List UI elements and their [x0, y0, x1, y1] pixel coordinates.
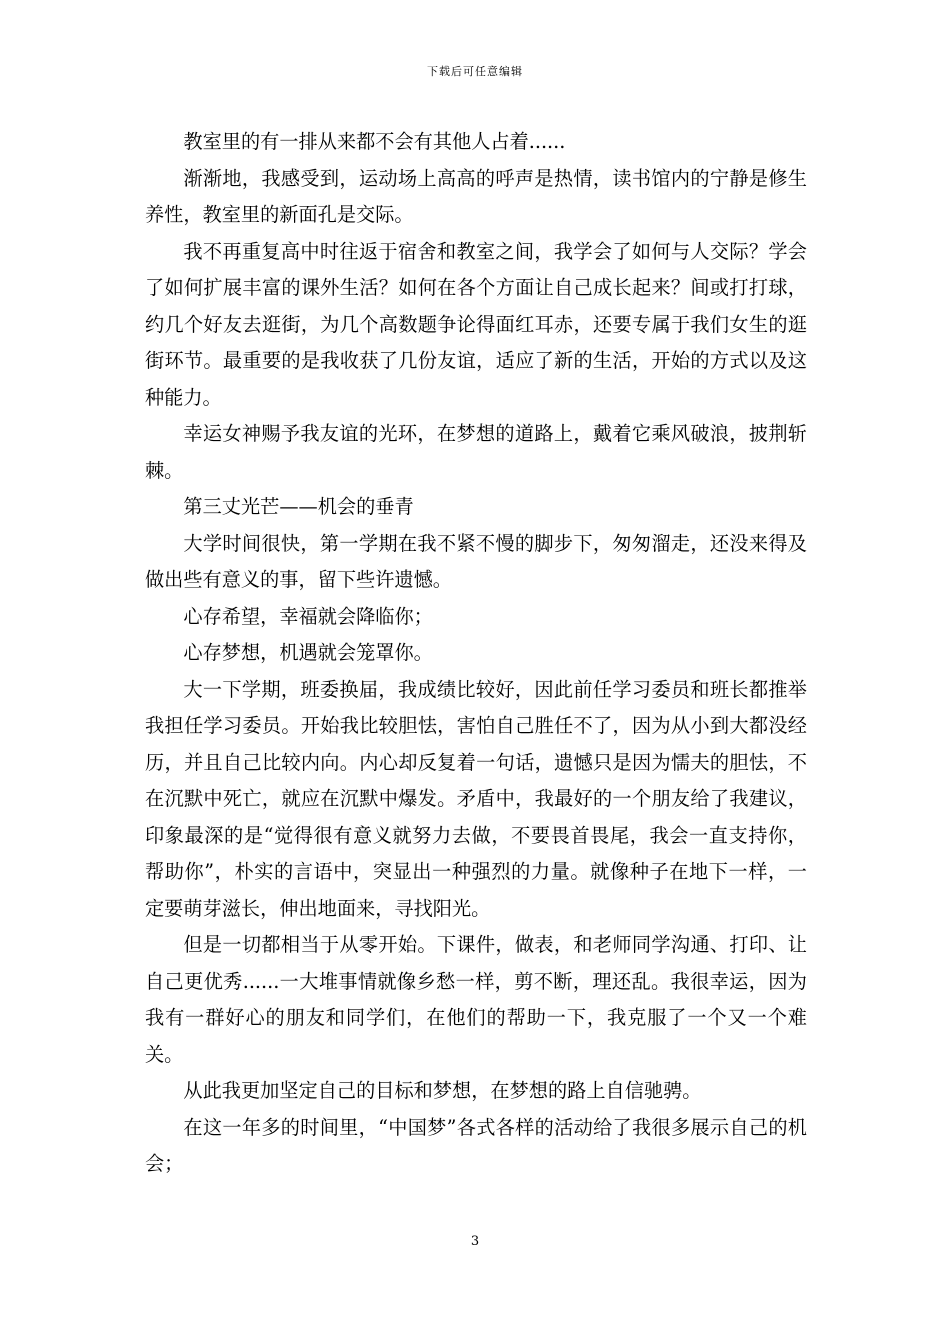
paragraph: 幸运女神赐予我友谊的光环，在梦想的道路上，戴着它乘风破浪，披荆斩棘。 — [145, 422, 807, 482]
paragraph: 我不再重复高中时往返于宿舍和教室之间，我学会了如何与人交际？学会了如何扩展丰富的课外生活？如何在各个方面让自己成长起来？间或打打球，约几个好友去逛街，为几个高数题争论得面红耳赤，还要专属于我们女生的逛街环节。最重要的是我收获了几份友谊，适应了新的生活，开始的方式以及这种能力。 — [145, 239, 807, 409]
paragraph: 大一下学期，班委换届，我成绩比较好，因此前任学习委员和班长都推举我担任学习委员。开始我比较胆怯，害怕自己胜任不了，因为从小到大都没经历，并且自己比较内向。内心却反复着一句话，遗憾只是因为懦夫的胆怯，不在沉默中死亡，就应在沉默中爆发。矛盾中，我最好的一个朋友给了我建议，印象最深的是“觉得很有意义就努力去做，不要畏首畏尾，我会一直支持你，帮助你”，朴实的言语中，突显出一种强烈的力量。就像种子在地下一样，一定要萌芽滋长，伸出地面来，寻找阳光。 — [145, 677, 807, 920]
paragraph: 教室里的有一排从来都不会有其他人占着...... — [183, 130, 566, 153]
paragraph: 心存梦想，机遇就会笼罩你。 — [183, 641, 433, 664]
paragraph: 大学时间很快，第一学期在我不紧不慢的脚步下，匆匆溜走，还没来得及做出些有意义的事，留下些许遗憾。 — [145, 531, 807, 591]
paragraph: 但是一切都相当于从零开始。下课件，做表，和老师同学沟通、打印、让自己更优秀......一大堆事情就像乡愁一样，剪不断，理还乱。我很幸运，因为我有一群好心的朋友和同学们，在他们的帮助一下，我克服了一个又一个难关。 — [145, 933, 807, 1066]
paragraph: 从此我更加坚定自己的目标和梦想，在梦想的路上自信驰骋。 — [183, 1079, 702, 1102]
page-number: 3 — [470, 1234, 480, 1249]
paragraph: 心存希望，幸福就会降临你； — [183, 604, 433, 628]
section-heading: 第三丈光芒——机会的垂青 — [183, 495, 414, 518]
paragraph: 在这一年多的时间里，“中国梦”各式各样的活动给了我很多展示自己的机会； — [145, 1115, 807, 1175]
paragraph: 渐渐地，我感受到，运动场上高高的呼声是热情，读书馆内的宁静是修生养性，教室里的新面孔是交际。 — [145, 166, 807, 226]
document-body — [145, 124, 807, 1183]
page-header: 下载后可任意编辑 — [427, 65, 523, 78]
